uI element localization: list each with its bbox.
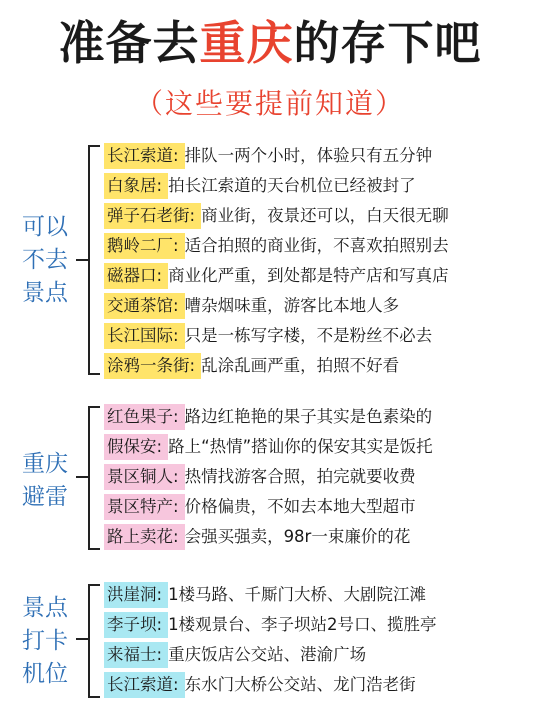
item-desc: 拍长江索道的天台机位已经被封了 (168, 176, 416, 195)
item-desc: 适合拍照的商业街，不喜欢拍照别去 (184, 236, 449, 255)
list-item (104, 171, 449, 201)
item-desc: 商业化严重，到处都是特产店和写真店 (168, 266, 449, 285)
bracket-tick (76, 476, 88, 478)
item-desc: 乱涂乱画严重，拍照不好看 (201, 356, 400, 375)
list-item (104, 402, 433, 432)
item-list (104, 141, 449, 381)
section-skip-attractions (0, 141, 540, 383)
section-photo-spots (0, 580, 540, 706)
list-item (104, 231, 449, 261)
item-tag: 白象居: (104, 173, 168, 199)
item-desc: 1楼马路、千厮门大桥、大剧院江滩 (168, 585, 427, 604)
section-label: 景点 打卡 机位 (22, 595, 68, 687)
section-bracket (88, 145, 100, 375)
item-desc: 嘈杂烟味重，游客比本地人多 (184, 296, 400, 315)
item-tag: 涂鸦一条街: (104, 353, 201, 379)
item-tag: 红色果子: (104, 404, 185, 430)
item-tag: 弹子石老街: (104, 203, 201, 229)
title-part1: 准备去 (58, 16, 200, 70)
item-tag: 景区特产: (104, 494, 185, 520)
list-item (104, 351, 449, 381)
item-tag: 来福士: (104, 642, 168, 668)
list-item (104, 640, 437, 670)
list-item (104, 492, 433, 522)
list-item (104, 610, 437, 640)
bracket-tick (76, 259, 88, 261)
item-desc: 重庆饭店公交站、港渝广场 (168, 645, 367, 664)
item-desc: 会强买强卖，98r一束廉价的花 (184, 527, 411, 546)
item-list (104, 580, 437, 700)
item-desc: 东水门大桥公交站、龙门浩老街 (184, 675, 416, 694)
item-tag: 李子坝: (104, 612, 168, 638)
item-tag: 交通茶馆: (104, 293, 185, 319)
item-desc: 1楼观景台、李子坝站2号口、揽胜亭 (168, 615, 437, 634)
list-item (104, 291, 449, 321)
title-highlight: 重庆 (199, 16, 294, 70)
item-desc: 只是一栋写字楼，不是粉丝不必去 (184, 326, 433, 345)
item-tag: 景区铜人: (104, 464, 185, 490)
item-tag: 鹅岭二厂: (104, 233, 185, 259)
item-tag: 长江索道: (104, 143, 185, 169)
item-desc: 热情找游客合照，拍完就要收费 (184, 467, 416, 486)
section-bracket (88, 584, 100, 698)
item-tag: 长江索道: (104, 672, 185, 698)
item-tag: 磁器口: (104, 263, 168, 289)
item-list (104, 402, 433, 552)
list-item (104, 670, 437, 700)
section-label: 可以 不去 景点 (22, 214, 68, 306)
list-item (104, 580, 437, 610)
item-desc: 排队一两个小时，体验只有五分钟 (184, 146, 433, 165)
page-subtitle: （这些要提前知道） (134, 87, 405, 120)
list-item (104, 201, 449, 231)
title-part2: 的存下吧 (293, 16, 482, 70)
item-tag: 假保安: (104, 434, 168, 460)
list-item (104, 321, 449, 351)
list-item (104, 522, 433, 552)
list-item (104, 432, 433, 462)
item-tag: 路上卖花: (104, 524, 185, 550)
item-tag: 长江国际: (104, 323, 185, 349)
item-tag: 洪崖洞: (104, 582, 168, 608)
page-title (0, 14, 540, 72)
list-item (104, 462, 433, 492)
section-bracket (88, 406, 100, 550)
bracket-tick (76, 638, 88, 640)
list-item (104, 141, 449, 171)
item-desc: 路上“热情”搭讪你的保安其实是饭托 (168, 437, 433, 456)
section-pitfalls (0, 402, 540, 558)
list-item (104, 261, 449, 291)
section-label: 重庆 避雷 (22, 451, 68, 510)
item-desc: 路边红艳艳的果子其实是色素染的 (184, 407, 433, 426)
item-desc: 商业街，夜景还可以，白天很无聊 (201, 206, 449, 225)
item-desc: 价格偏贵，不如去本地大型超市 (184, 497, 416, 516)
